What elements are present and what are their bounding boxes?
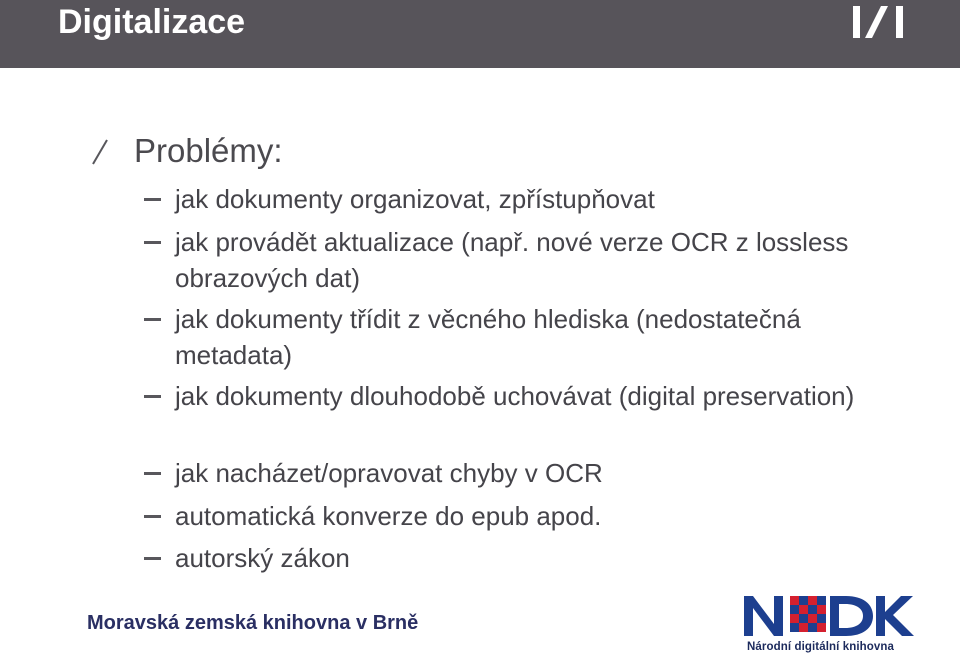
dash-bullet-icon <box>144 557 161 560</box>
dash-bullet-icon <box>144 395 161 398</box>
footer-institution: Moravská zemská knihovna v Brně <box>87 612 419 634</box>
slide-title: Digitalizace <box>58 3 246 41</box>
dash-bullet-icon <box>144 241 161 244</box>
dash-bullet-icon <box>144 198 161 201</box>
list-item-text: jak dokumenty dlouhodobě uchovávat (digital preservation) <box>175 381 855 411</box>
list-item-text: jak dokumenty organizovat, zpřístupňovat <box>175 184 655 214</box>
list-item-text: jak nacházet/opravovat chyby v OCR <box>175 458 603 488</box>
list-item-text: autorský zákon <box>175 543 350 573</box>
ndk-logo-caption: Národní digitální knihovna <box>747 641 894 653</box>
list-item-text: jak dokumenty třídit z věcného hlediska (nedostatečná metadata) <box>175 304 801 370</box>
slash-bullet-icon <box>92 139 108 165</box>
dash-bullet-icon <box>144 318 161 321</box>
dash-bullet-icon <box>144 472 161 475</box>
list-item-text: automatická konverze do epub apod. <box>175 501 602 531</box>
section-heading: Problémy: <box>134 132 283 169</box>
dash-bullet-icon <box>144 515 161 518</box>
list-item-text: jak provádět aktualizace (např. nové verze OCR z lossless obrazových dat) <box>175 227 849 293</box>
